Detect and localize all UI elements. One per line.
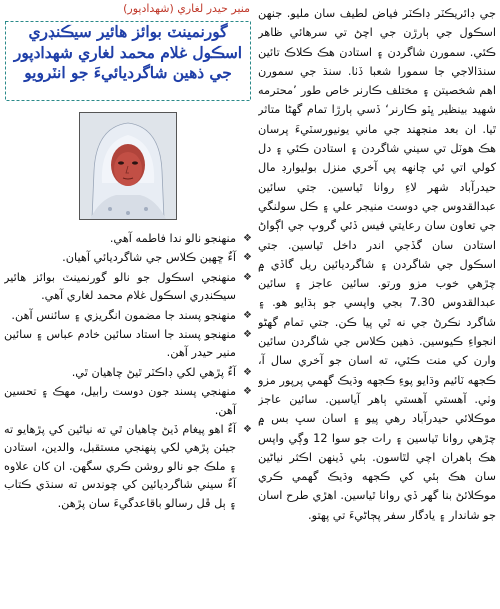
list-item [4, 421, 252, 513]
bullet-icon: ❖ [243, 366, 252, 378]
list-item-text: منهنجو پسند جا استاد سائين خادم عباس ۽ سائين منير حيدر آهن. [4, 328, 236, 360]
list-item-text: آءٌ ڇهين ڪلاس جي شاگرديائي آهيان. [62, 251, 236, 265]
list-item [4, 364, 252, 382]
list-item [4, 383, 252, 420]
interview-column [4, 2, 252, 606]
list-item [4, 230, 252, 248]
headline-frame [4, 20, 252, 102]
portrait-image [80, 113, 176, 219]
list-item-text: منهنجي پسند جون دوست رابيل، مهڪ ۽ تحسين آهن. [4, 385, 236, 417]
article-body-column [258, 4, 496, 604]
headline-line: اسڪول غلام محمد لغاري شهدادپور [13, 43, 243, 62]
bullet-icon: ❖ [243, 233, 252, 244]
bullet-icon: ❖ [243, 329, 252, 341]
list-item-text: آءٌ پڙهي لکي ڊاڪٽر ٿيڻ چاهيان ٿي. [71, 365, 236, 379]
list-item-text: منهنجو پسند جا مضمون انگريزي ۽ سائنس آهن. [11, 308, 236, 322]
list-item-text: آءٌ اهو پيغام ڏيڻ چاهيان ٿي ته نياڻين کي پڙهايو ته جيئن پڙهي لکي پنهنجي مستقبل، والدين، استادن ۽ ملڪ جو نالو روشن ڪري سگهن. ان کان علاوه آءٌ سيني شاگرديائين کي چوندس ته سنڌي ڪتاب ۽ ٻل ڦل رسالو باقاعدگيءَ سان پڙهن. [4, 423, 236, 510]
list-item-text: منهنجو نالو ندا فاطمه آهي. [109, 232, 236, 245]
list-item [4, 269, 252, 306]
list-item-text: منهنجي اسڪول جو نالو گورنمينٽ بوائز هائير سيڪنڊري اسڪول غلام محمد لغاري آهي. [4, 270, 236, 303]
list-item [4, 326, 252, 363]
bullet-icon: ❖ [243, 424, 252, 436]
body-paragraph: جي ڊائريڪٽر ڊاڪٽر فياض لطيف سان مليو. جنهن اسڪول جي ٻارڙن جي اچڻ تي سرهائي ظاهر ڪئي. سمورن شاگردن ۽ استادن هڪ ڪلاڪ تائين سنڌالاجي جا سمورا شعبا ڏٺا. سنڌ جي سمورن اهم شخصيتن ۽ مختلف ڪارنر خاص طور ’محترمه شهيد بينظير ڀٽو ڪارنر‘ ڏسي ٻارڙا تمام گهڻا متاثر ٿيا. ان بعد منجهند جي ماني يونيورسٽيءَ پرسان هڪ هوٽل تي سيني شاگردن ۽ استادن ڪئي ۽ دل کولي اتي ئي چانهه پي آخري منزل بوليوارڊ مال حيدرآباد شهر لاءِ روانا ٿياسين. جتي سائين عبدالقدوس جي دوست منيجر علي ۽ ڪل سولنگي جي تعاون سان رعايتي فيس ڏئي گروپ جي اڳواڻ استادن سان گڏجي اندر داخل ٿياسين. جتي اسڪول جي شاگردن ۽ شاگرديائين ريل گاڏي ۾ چڙهي خوب مزو ورتو. سائين عاجز ۽ سائين عبدالقدوس 7.30 بجي واپسي جو ٻڌايو هو. ۽ شاگرد نڪرڻ جي نه ٿي پيا ڪن. جتي تمام گهڻو انجواءِ ڪيوسين. ذهين ڪلاس جي شاگردن سائين وارن کي منت ڪئي، ته اسان جو آخري سال آ، ڪجهه ٽائيم وڌايو پوءِ ڪجهه وڌيڪ گهمي پرپور مزو وٺي. آهستي آهستي ٻاهر آياسين. سائين عاجز موڪلائي حيدرآباد رهي پيو ۽ اسان سڀ بس ۾ چڙهي روانا ٿياسين ۽ رات جو سوا 12 وڳي واپس هڪ ٻاهران اچي لٿاسون. ٻئي ڏينهن اڪثر نياڻين سان هڪ ٻئي کي ڪجهه وڌيڪ گهمي ڪري موڪلائڻ بنا گهر ڏي روانا ٿياسين. اهڙي طرح اسان جو شاندار ۽ يادگار سفر پڄاڻيءَ تي پهتو. [258, 7, 496, 522]
list-item [4, 307, 252, 325]
student-photo [79, 112, 177, 220]
headline-box [4, 20, 252, 102]
list-item [4, 249, 252, 267]
bullet-icon: ❖ [243, 271, 252, 283]
bullet-icon: ❖ [243, 386, 252, 398]
headline-line: جي ذهين شاگرديائيءَ جو انٽرويو [24, 64, 232, 82]
interview-list [4, 230, 252, 513]
headline-line: گورنمينٽ بوائز هائير سيڪنڊري [28, 23, 228, 41]
bullet-icon: ❖ [243, 252, 252, 264]
bullet-icon: ❖ [243, 309, 252, 321]
byline: منير حيدر لغاري (شهدادپور) [123, 2, 250, 15]
